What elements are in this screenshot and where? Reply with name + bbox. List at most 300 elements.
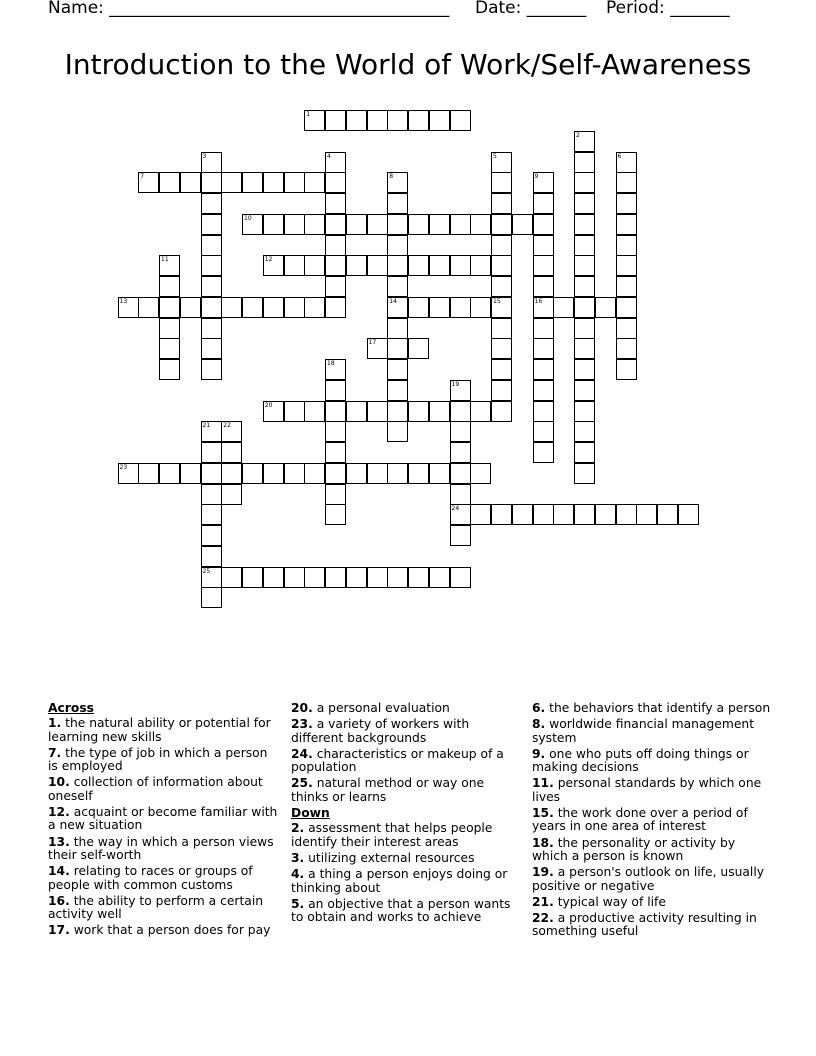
crossword-cell[interactable] — [533, 504, 554, 525]
crossword-cell[interactable] — [367, 214, 388, 235]
crossword-cell[interactable] — [553, 297, 574, 318]
clue-item — [48, 924, 278, 937]
crossword-cell[interactable] — [201, 214, 222, 235]
crossword-cell[interactable] — [574, 442, 595, 463]
clue-number-label: 9. — [532, 746, 546, 761]
crossword-cell[interactable] — [616, 193, 637, 214]
clue-number: 22 — [223, 422, 231, 430]
crossword-cell[interactable] — [512, 504, 533, 525]
crossword-cell[interactable] — [491, 255, 512, 276]
crossword-cell[interactable] — [387, 338, 408, 359]
crossword-cell[interactable] — [574, 359, 595, 380]
crossword-cell[interactable] — [491, 401, 512, 422]
crossword-cell[interactable] — [408, 110, 429, 131]
crossword-cell[interactable] — [346, 255, 367, 276]
crossword-cell[interactable] — [429, 110, 450, 131]
crossword-cell[interactable] — [491, 359, 512, 380]
clue-item — [48, 806, 278, 833]
crossword-cell[interactable] — [325, 276, 346, 297]
crossword-cell[interactable] — [450, 297, 471, 318]
clue-number-label: 6. — [532, 701, 546, 715]
crossword-cell[interactable] — [450, 214, 471, 235]
crossword-cell[interactable] — [491, 193, 512, 214]
crossword-cell[interactable] — [180, 463, 201, 484]
crossword-cell[interactable] — [346, 463, 367, 484]
crossword-cell[interactable] — [574, 297, 595, 318]
clue-item — [532, 777, 772, 804]
crossword-cell[interactable] — [533, 214, 554, 235]
crossword-cell[interactable] — [387, 214, 408, 235]
crossword-cell[interactable] — [429, 463, 450, 484]
crossword-cell[interactable] — [491, 235, 512, 256]
crossword-cell[interactable] — [304, 172, 325, 193]
crossword-cell[interactable] — [201, 235, 222, 256]
clue-item — [291, 748, 519, 775]
crossword-cell[interactable] — [325, 297, 346, 318]
crossword-cell[interactable] — [387, 318, 408, 339]
crossword-cell[interactable] — [367, 110, 388, 131]
clue-number: 18 — [327, 360, 335, 367]
clue-number: 19 — [451, 380, 460, 388]
crossword-cell[interactable] — [159, 359, 180, 380]
clue-text: personal standards by which one lives — [532, 776, 762, 804]
clue-text: a thing a person enjoys doing or thinking about — [291, 867, 508, 895]
crossword-cell[interactable] — [325, 152, 346, 173]
crossword-cell[interactable] — [574, 463, 595, 484]
crossword-cell[interactable] — [138, 463, 159, 484]
crossword-cell[interactable] — [387, 193, 408, 214]
crossword-cell[interactable] — [201, 338, 222, 359]
clue-number-label: 5. — [291, 896, 305, 911]
crossword-cell[interactable] — [242, 567, 263, 588]
clue-text: a productive activity resulting in something useful — [532, 911, 757, 939]
clue-number: 24 — [451, 505, 460, 513]
clue-item — [532, 718, 772, 745]
crossword-cell[interactable] — [284, 214, 305, 235]
clue-item — [291, 702, 519, 715]
crossword-cell[interactable] — [616, 235, 637, 256]
clue-number: 4 — [327, 152, 331, 160]
clue-number-label: 2. — [291, 821, 305, 836]
crossword-cell[interactable] — [491, 276, 512, 297]
crossword-cell[interactable] — [387, 401, 408, 422]
crossword-cell[interactable] — [491, 504, 512, 525]
crossword-cell[interactable] — [201, 152, 222, 173]
clue-text: work that a person does for pay — [69, 923, 271, 938]
crossword-cell[interactable] — [180, 172, 201, 193]
crossword-cell[interactable] — [678, 504, 699, 525]
crossword-cell[interactable] — [533, 255, 554, 276]
crossword-cell[interactable] — [574, 421, 595, 442]
crossword-cell[interactable] — [221, 172, 242, 193]
crossword-cell[interactable] — [470, 255, 491, 276]
date-field[interactable]: Date: _______ — [475, 0, 587, 18]
crossword-cell[interactable] — [325, 172, 346, 193]
crossword-cell[interactable] — [408, 338, 429, 359]
clue-number-label: 7. — [48, 745, 62, 760]
crossword-cell[interactable] — [616, 172, 637, 193]
crossword-cell[interactable] — [616, 504, 637, 525]
clue-number: 17 — [368, 339, 377, 347]
crossword-cell[interactable] — [346, 214, 367, 235]
crossword-cell[interactable] — [595, 297, 616, 318]
crossword-cell[interactable] — [450, 567, 471, 588]
crossword-cell[interactable] — [346, 401, 367, 422]
crossword-cell[interactable] — [491, 152, 512, 173]
crossword-cell[interactable] — [221, 463, 242, 484]
crossword-cell[interactable] — [408, 255, 429, 276]
crossword-cell[interactable] — [387, 421, 408, 442]
crossword-cell[interactable] — [387, 172, 408, 193]
crossword-cell[interactable] — [429, 401, 450, 422]
crossword-cell[interactable] — [387, 567, 408, 588]
crossword-cell[interactable] — [367, 463, 388, 484]
crossword-cell[interactable] — [159, 297, 180, 318]
crossword-cell[interactable] — [325, 484, 346, 505]
clue-number: 8 — [389, 173, 394, 181]
clue-number-label: 15. — [532, 806, 554, 821]
crossword-cell[interactable] — [159, 338, 180, 359]
page-title: Introduction to the World of Work/Self-Awareness — [64, 48, 752, 81]
clue-number-label: 14. — [48, 864, 70, 879]
clue-text: one who puts off doing things or making decisions — [532, 746, 749, 775]
crossword-cell[interactable] — [657, 504, 678, 525]
crossword-cell[interactable] — [616, 297, 637, 318]
crossword-cell[interactable] — [138, 297, 159, 318]
crossword-cell[interactable] — [201, 567, 222, 588]
crossword-cell[interactable] — [263, 463, 284, 484]
crossword-cell[interactable] — [263, 567, 284, 588]
crossword-cell[interactable] — [346, 567, 367, 588]
crossword-cell[interactable] — [616, 338, 637, 359]
clue-text: natural method or way one thinks or learns — [291, 776, 485, 804]
crossword-cell[interactable] — [574, 214, 595, 235]
crossword-cell[interactable] — [574, 338, 595, 359]
crossword-cell[interactable] — [242, 172, 263, 193]
clue-text: the ability to perform a certain activity well — [48, 893, 264, 922]
crossword-cell[interactable] — [284, 463, 305, 484]
crossword-cell[interactable] — [242, 214, 263, 235]
crossword-cell[interactable] — [533, 297, 554, 318]
crossword-cell[interactable] — [450, 463, 471, 484]
crossword-cell[interactable] — [325, 193, 346, 214]
crossword-cell[interactable] — [138, 172, 159, 193]
clue-item — [532, 912, 772, 939]
clue-number-label: 20. — [291, 701, 313, 715]
clue-text: the natural ability or potential for learning new skills — [48, 716, 271, 744]
crossword-cell[interactable] — [325, 463, 346, 484]
clue-item — [532, 866, 772, 893]
crossword-cell[interactable] — [450, 255, 471, 276]
clue-item — [48, 895, 278, 922]
crossword-cell[interactable] — [429, 297, 450, 318]
crossword-cell[interactable] — [450, 380, 471, 401]
clue-number: 25 — [202, 567, 211, 575]
clue-item — [532, 837, 772, 864]
crossword-cell[interactable] — [408, 463, 429, 484]
crossword-cell[interactable] — [201, 193, 222, 214]
crossword-cell[interactable] — [387, 463, 408, 484]
clues-column-2 — [291, 702, 519, 927]
crossword-cell[interactable] — [325, 380, 346, 401]
crossword-cell[interactable] — [429, 567, 450, 588]
crossword-cell[interactable] — [201, 525, 222, 546]
crossword-cell[interactable] — [367, 338, 388, 359]
crossword-cell[interactable] — [574, 504, 595, 525]
crossword-cell[interactable] — [429, 214, 450, 235]
crossword-cell[interactable] — [450, 484, 471, 505]
crossword-cell[interactable] — [325, 359, 346, 380]
crossword-cell[interactable] — [450, 504, 471, 525]
crossword-cell[interactable] — [263, 172, 284, 193]
clue-item — [48, 836, 278, 863]
clue-item — [291, 868, 519, 895]
crossword-cell[interactable] — [491, 172, 512, 193]
crossword-cell[interactable] — [284, 297, 305, 318]
crossword-cell[interactable] — [491, 318, 512, 339]
clue-number-label: 16. — [48, 893, 70, 908]
clue-text: characteristics or makeup of a population — [291, 746, 504, 775]
crossword-cell[interactable] — [263, 255, 284, 276]
crossword-cell[interactable] — [201, 463, 222, 484]
crossword-cell[interactable] — [325, 214, 346, 235]
crossword-cell[interactable] — [470, 214, 491, 235]
clue-number-label: 8. — [532, 717, 546, 732]
crossword-cell[interactable] — [387, 255, 408, 276]
crossword-cell[interactable] — [201, 484, 222, 505]
crossword-cell[interactable] — [574, 380, 595, 401]
crossword-cell[interactable] — [574, 276, 595, 297]
crossword-cell[interactable] — [304, 297, 325, 318]
crossword-cell[interactable] — [325, 504, 346, 525]
crossword-cell[interactable] — [201, 359, 222, 380]
crossword-cell[interactable] — [367, 255, 388, 276]
crossword-cell[interactable] — [387, 380, 408, 401]
crossword-cell[interactable] — [159, 172, 180, 193]
clues-column-1 — [48, 702, 278, 941]
clue-number-label: 12. — [48, 805, 70, 820]
crossword-cell[interactable] — [242, 463, 263, 484]
crossword-cell[interactable] — [491, 338, 512, 359]
clue-text: utilizing external resources — [304, 850, 475, 865]
crossword-cell[interactable] — [304, 110, 325, 131]
crossword-cell[interactable] — [159, 255, 180, 276]
across-heading: Across — [48, 701, 94, 715]
clue-number: 2 — [576, 131, 580, 139]
clue-number: 16 — [534, 297, 543, 305]
crossword-cell[interactable] — [574, 172, 595, 193]
crossword-cell[interactable] — [304, 463, 325, 484]
crossword-cell[interactable] — [242, 297, 263, 318]
crossword-cell[interactable] — [201, 587, 222, 608]
crossword-cell[interactable] — [221, 567, 242, 588]
clue-text: the behaviors that identify a person — [545, 701, 771, 715]
crossword-cell[interactable] — [221, 442, 242, 463]
crossword-cell[interactable] — [159, 463, 180, 484]
clue-number-label: 23. — [291, 717, 313, 732]
crossword-cell[interactable] — [325, 401, 346, 422]
clue-number: 23 — [119, 463, 128, 471]
crossword-cell[interactable] — [470, 463, 491, 484]
crossword-cell[interactable] — [616, 359, 637, 380]
clue-number-label: 3. — [291, 850, 305, 865]
crossword-cell[interactable] — [574, 152, 595, 173]
crossword-cell[interactable] — [574, 255, 595, 276]
clue-number-label: 11. — [532, 776, 554, 791]
clue-number: 5 — [493, 152, 497, 160]
crossword-cell[interactable] — [201, 421, 222, 442]
crossword-cell[interactable] — [533, 359, 554, 380]
crossword-cell[interactable] — [387, 297, 408, 318]
crossword-cell[interactable] — [533, 421, 554, 442]
crossword-cell[interactable] — [574, 131, 595, 152]
name-field[interactable]: Name: ________________________________________ — [48, 0, 450, 18]
crossword-cell[interactable] — [387, 359, 408, 380]
crossword-cell[interactable] — [284, 255, 305, 276]
crossword-cell[interactable] — [470, 401, 491, 422]
crossword-cell[interactable] — [574, 318, 595, 339]
clue-number: 14 — [389, 297, 397, 305]
crossword-cell[interactable] — [408, 401, 429, 422]
clue-number: 12 — [264, 256, 273, 264]
crossword-cell[interactable] — [491, 297, 512, 318]
crossword-cell[interactable] — [221, 484, 242, 505]
crossword-cell[interactable] — [180, 297, 201, 318]
crossword-cell[interactable] — [616, 152, 637, 173]
crossword-cell[interactable] — [118, 297, 139, 318]
crossword-cell[interactable] — [408, 567, 429, 588]
crossword-cell[interactable] — [533, 276, 554, 297]
crossword-cell[interactable] — [159, 276, 180, 297]
clue-number-label: 19. — [532, 865, 554, 880]
crossword-cell[interactable] — [201, 276, 222, 297]
crossword-cell[interactable] — [263, 297, 284, 318]
clue-number: 21 — [202, 422, 211, 430]
crossword-cell[interactable] — [616, 276, 637, 297]
clue-number-label: 4. — [291, 867, 305, 882]
crossword-cell[interactable] — [574, 235, 595, 256]
crossword-cell[interactable] — [201, 318, 222, 339]
crossword-cell[interactable] — [533, 318, 554, 339]
crossword-cell[interactable] — [450, 525, 471, 546]
crossword-cell[interactable] — [325, 421, 346, 442]
clue-item — [291, 852, 519, 865]
clue-number-label: 13. — [48, 834, 70, 849]
crossword-cell[interactable] — [387, 110, 408, 131]
clue-item — [291, 822, 519, 849]
clue-number: 13 — [119, 297, 128, 305]
crossword-cell[interactable] — [201, 546, 222, 567]
clue-text: typical way of life — [553, 894, 666, 909]
crossword-cell[interactable] — [284, 567, 305, 588]
crossword-cell[interactable] — [616, 255, 637, 276]
crossword-cell[interactable] — [221, 297, 242, 318]
crossword-cell[interactable] — [595, 504, 616, 525]
clue-text: acquaint or become familiar with a new situation — [48, 805, 278, 833]
crossword-cell[interactable] — [574, 401, 595, 422]
crossword-cell[interactable] — [533, 380, 554, 401]
clue-item — [291, 718, 519, 745]
crossword-cell[interactable] — [367, 401, 388, 422]
crossword-cell[interactable] — [325, 235, 346, 256]
crossword-cell[interactable] — [325, 567, 346, 588]
clue-number: 1 — [306, 111, 311, 118]
crossword-cell[interactable] — [491, 380, 512, 401]
crossword-cell[interactable] — [263, 401, 284, 422]
crossword-cell[interactable] — [533, 193, 554, 214]
crossword-cell[interactable] — [387, 276, 408, 297]
crossword-cell[interactable] — [450, 421, 471, 442]
crossword-cell[interactable] — [284, 172, 305, 193]
crossword-cell[interactable] — [304, 401, 325, 422]
crossword-cell[interactable] — [636, 504, 657, 525]
clue-item — [48, 865, 278, 892]
clue-text: an objective that a person wants to obtain and works to achieve — [291, 896, 511, 925]
crossword-cell[interactable] — [201, 255, 222, 276]
crossword-cell[interactable] — [512, 214, 533, 235]
clue-text: assessment that helps people identify their interest areas — [291, 821, 493, 849]
crossword-cell[interactable] — [533, 172, 554, 193]
crossword-cell[interactable] — [616, 318, 637, 339]
clue-item — [291, 898, 519, 925]
crossword-cell[interactable] — [533, 338, 554, 359]
crossword-cell[interactable] — [450, 401, 471, 422]
crossword-cell[interactable] — [325, 255, 346, 276]
crossword-cell[interactable] — [221, 421, 242, 442]
clue-text: the way in which a person views their self-worth — [48, 834, 274, 862]
crossword-cell[interactable] — [533, 235, 554, 256]
crossword-cell[interactable] — [450, 442, 471, 463]
crossword-cell[interactable] — [159, 318, 180, 339]
crossword-cell[interactable] — [450, 110, 471, 131]
crossword-cell[interactable] — [491, 214, 512, 235]
crossword-cell[interactable] — [201, 297, 222, 318]
crossword-cell[interactable] — [304, 255, 325, 276]
crossword-cell[interactable] — [616, 214, 637, 235]
crossword-cell[interactable] — [201, 442, 222, 463]
crossword-cell[interactable] — [284, 401, 305, 422]
clue-number: 15 — [493, 297, 501, 305]
crossword-cell[interactable] — [533, 401, 554, 422]
crossword-cell[interactable] — [263, 214, 284, 235]
period-field[interactable]: Period: _______ — [606, 0, 730, 18]
crossword-cell[interactable] — [533, 442, 554, 463]
crossword-cell[interactable] — [408, 214, 429, 235]
crossword-cell[interactable] — [325, 442, 346, 463]
crossword-cell[interactable] — [304, 214, 325, 235]
crossword-cell[interactable] — [304, 567, 325, 588]
crossword-cell[interactable] — [325, 110, 346, 131]
crossword-cell[interactable] — [346, 110, 367, 131]
crossword-cell[interactable] — [408, 297, 429, 318]
crossword-cell[interactable] — [470, 504, 491, 525]
crossword-cell[interactable] — [387, 235, 408, 256]
crossword-cell[interactable] — [553, 504, 574, 525]
clue-number-label: 1. — [48, 716, 62, 731]
crossword-cell[interactable] — [201, 504, 222, 525]
crossword-cell[interactable] — [118, 463, 139, 484]
clue-text: collection of information about oneself — [48, 775, 263, 803]
clue-number-label: 25. — [291, 776, 313, 791]
crossword-cell[interactable] — [470, 297, 491, 318]
clues-column-3 — [532, 702, 772, 942]
crossword-cell[interactable] — [429, 255, 450, 276]
clue-number-label: 10. — [48, 775, 70, 790]
clue-item — [291, 777, 519, 804]
crossword-cell[interactable] — [201, 172, 222, 193]
crossword-cell[interactable] — [574, 193, 595, 214]
crossword-cell[interactable] — [367, 567, 388, 588]
